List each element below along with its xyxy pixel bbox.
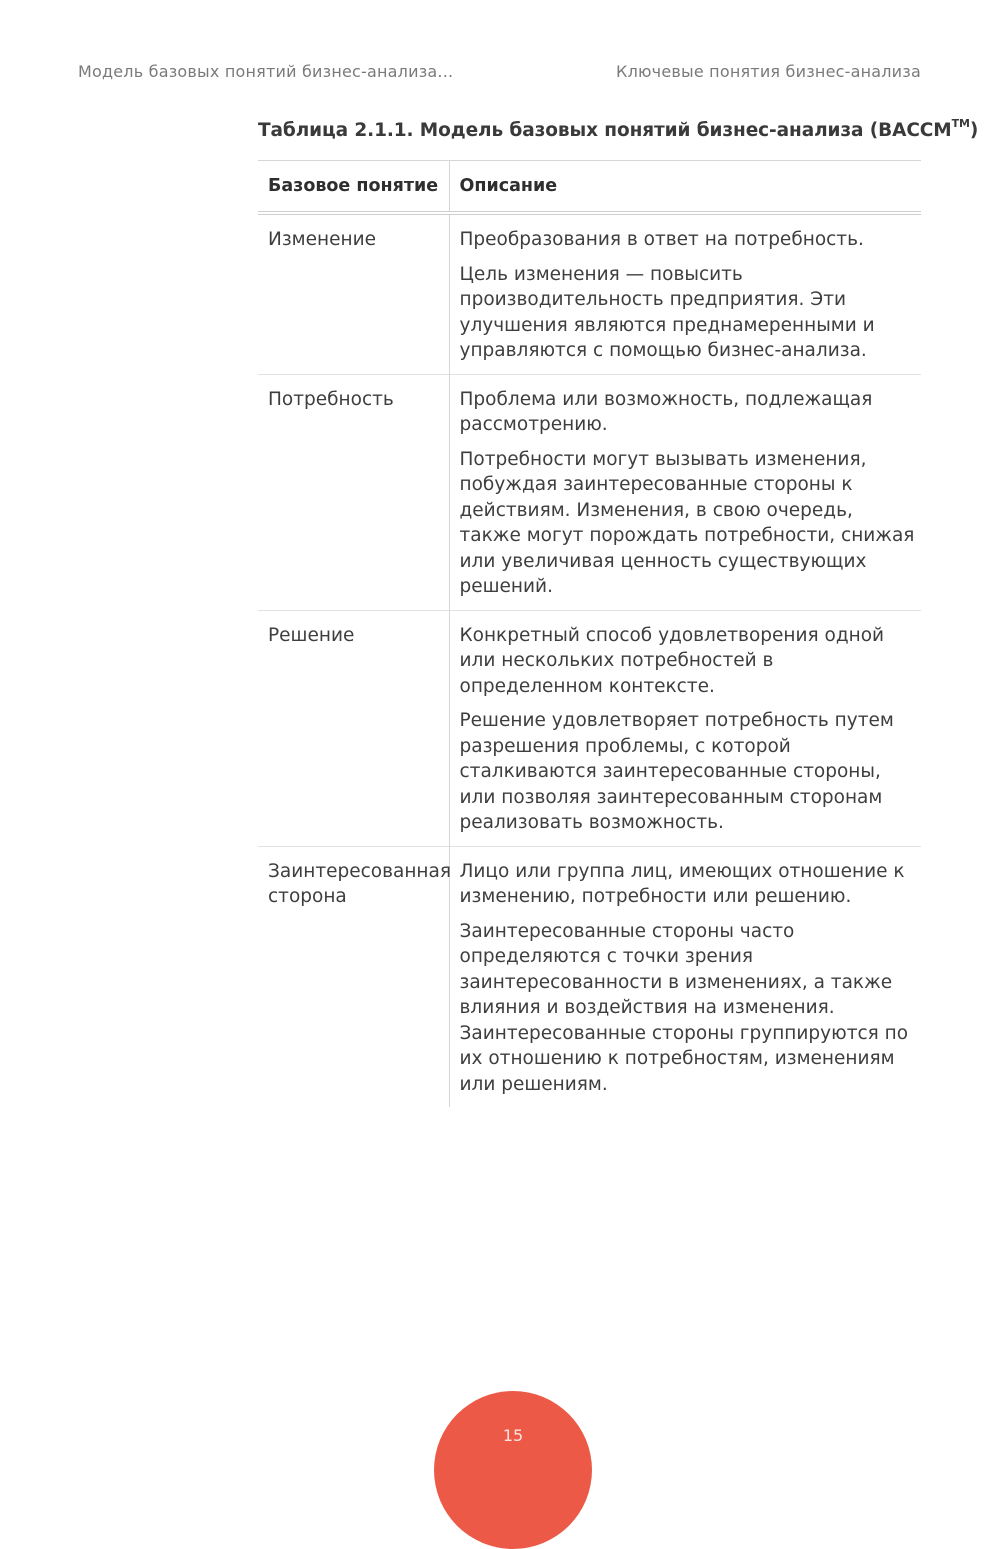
description-paragraph: Преобразования в ответ на потребность. <box>459 229 864 250</box>
concepts-table <box>258 160 921 1107</box>
table-row <box>258 846 921 1107</box>
description-paragraph: Цель изменения — повысить производительность предприятия. Эти улучшения являются преднамеренными и управляются с помощью бизнес-анализа. <box>459 263 875 361</box>
running-header-section: Ключевые понятия бизнес-анализа <box>616 62 921 81</box>
table-row <box>258 374 921 610</box>
concept-term: Изменение <box>268 229 376 250</box>
concept-description <box>449 610 921 846</box>
description-paragraph: Лицо или группа лиц, имеющих отношение к изменению, потребности или решению. <box>459 860 905 907</box>
table-header-row <box>258 161 921 214</box>
description-paragraph: Потребности могут вызывать изменения, побуждая заинтересованные стороны к действиям. Изменения, в свою очередь, также могут порождать потребности, снижая или увеличивая ценность существующих решений. <box>459 448 915 597</box>
description-paragraph: Заинтересованные стороны часто определяются с точки зрения заинтересованности в изменениях, а также влияния и воздействия на изменения. Заинтересованные стороны группируются по их отношению к потребностям, изменениям или решениям. <box>459 920 909 1095</box>
column-header-description: Описание <box>449 161 921 214</box>
description-paragraph: Решение удовлетворяет потребность путем разрешения проблемы, с которой сталкиваются заинтересованные стороны, или позволяя заинтересованным сторонам реализовать возможность. <box>459 710 894 833</box>
table-caption <box>258 119 978 141</box>
column-header-concept: Базовое понятие <box>258 161 449 214</box>
description-paragraph: Проблема или возможность, подлежащая рассмотрению. <box>459 388 873 435</box>
concept-description <box>449 374 921 610</box>
table-row <box>258 610 921 846</box>
concept-term: Потребность <box>258 374 449 610</box>
table-row <box>258 213 921 374</box>
concept-term: Решение <box>258 610 449 846</box>
page-number-badge <box>434 1391 592 1549</box>
running-header-chapter: Модель базовых понятий бизнес-анализа... <box>78 62 454 81</box>
concept-description <box>449 846 921 1107</box>
table-caption-text: Таблица 2.1.1. Модель базовых понятий бизнес-анализа (BACCM <box>258 120 952 142</box>
concept-description <box>449 213 921 374</box>
page-number: 15 <box>502 1426 524 1445</box>
table-caption-close: ) <box>969 120 979 142</box>
description-paragraph: Конкретный способ удовлетворения одной или нескольких потребностей в определенном контексте. <box>459 624 885 697</box>
concept-term: Заинтересованная сторона <box>258 846 449 1107</box>
trademark-mark: TM <box>951 117 970 130</box>
